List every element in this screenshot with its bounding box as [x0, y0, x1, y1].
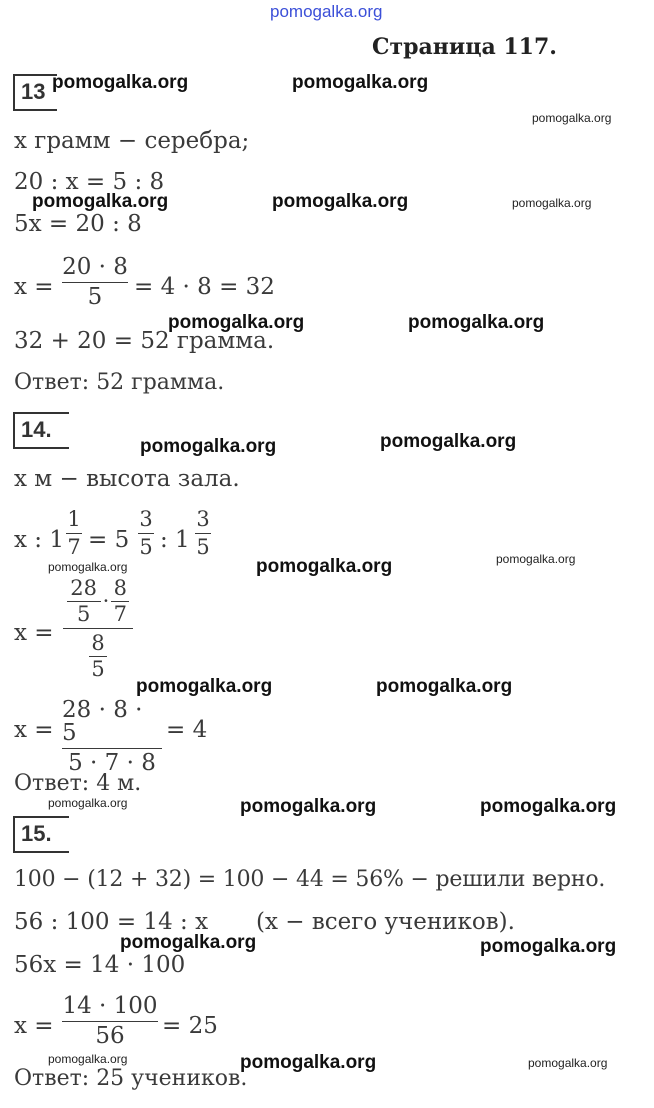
problem-15-number-text: 15.: [21, 821, 52, 846]
problem-13-line-5: 32 + 20 = 52 грамма.: [14, 328, 275, 354]
problem-14-line-1: x м − высота зала.: [14, 466, 240, 492]
watermark: pomogalka.org: [48, 796, 128, 810]
complex-denominator: [89, 633, 107, 680]
problem-14-result-fraction: [62, 699, 162, 775]
fraction-bar: [138, 533, 154, 534]
problem-15-line-2b: (x − всего учеников).: [256, 909, 515, 935]
problem-14-answer: Ответ: 4 м.: [14, 771, 142, 796]
problem-14-mixed-1-frac: [66, 509, 82, 558]
fraction-bar: [195, 533, 211, 534]
problem-13-line-1: x грамм − серебра;: [14, 128, 250, 154]
watermark: pomogalka.org: [120, 932, 257, 953]
site-header[interactable]: pomogalka.org: [270, 2, 383, 21]
problem-13-eq-lhs: x =: [14, 274, 54, 300]
fraction-numerator: 3: [196, 507, 210, 531]
sub-fraction-8-7: [111, 578, 129, 625]
problem-15-fraction: [62, 995, 158, 1048]
problem-15-eq-lhs: x =: [14, 1013, 54, 1039]
multiply-dot: ·: [102, 589, 110, 613]
problem-13-line-2: 20 : x = 5 : 8: [14, 169, 165, 195]
problem-14-proportion-x: x : 1: [14, 527, 64, 553]
watermark: pomogalka.org: [48, 560, 128, 574]
fraction-numerator: 14 · 100: [62, 993, 158, 1019]
fraction-denominator: 5: [139, 535, 153, 559]
fraction-numerator: 8: [91, 631, 105, 655]
watermark: pomogalka.org: [528, 1056, 608, 1070]
watermark: pomogalka.org: [496, 552, 576, 566]
problem-15-eq-rhs: = 25: [162, 1013, 218, 1039]
sub-fraction-28-5: [67, 578, 101, 625]
problem-13-eq-rhs: = 4 · 8 = 32: [134, 274, 275, 300]
watermark: pomogalka.org: [408, 312, 545, 333]
fraction-bar: [62, 1021, 158, 1022]
fraction-denominator: 5: [91, 657, 105, 681]
fraction-bar: [66, 533, 82, 534]
watermark: pomogalka.org: [140, 436, 277, 457]
fraction-denominator: 5: [76, 602, 91, 626]
problem-15-line-3: 56x = 14 · 100: [14, 952, 186, 978]
watermark: pomogalka.org: [240, 796, 377, 817]
watermark: pomogalka.org: [292, 72, 429, 93]
fraction-numerator: 1: [67, 507, 81, 531]
problem-14-complex-fraction: [63, 578, 133, 680]
problem-13-answer: Ответ: 52 грамма.: [14, 370, 225, 395]
watermark: pomogalka.org: [256, 556, 393, 577]
watermark: pomogalka.org: [136, 676, 273, 697]
fraction-denominator: 7: [67, 535, 81, 559]
fraction-numerator: 8: [113, 576, 128, 600]
fraction-bar: [62, 748, 162, 749]
problem-13-number: [13, 74, 57, 111]
problem-15-line-1: 100 − (12 + 32) = 100 − 44 = 56% − решили верно.: [14, 867, 606, 892]
watermark: pomogalka.org: [48, 1052, 128, 1066]
problem-14-complex-lhs: x =: [14, 620, 54, 646]
problem-13-numerator: 20 · 8: [62, 254, 128, 280]
problem-15-line-2: 56 : 100 = 14 : x: [14, 909, 209, 935]
watermark: pomogalka.org: [532, 111, 612, 125]
complex-numerator: [67, 578, 130, 625]
problem-13-number-text: 13: [21, 79, 46, 104]
problem-14-mixed-2-frac: [138, 509, 154, 558]
watermark: pomogalka.org: [52, 72, 189, 93]
problem-15-answer: Ответ: 25 учеников.: [14, 1066, 248, 1091]
problem-14-result-rhs: = 4: [166, 717, 208, 743]
fraction-bar: [63, 628, 133, 629]
fraction-numerator: 28 · 8 · 5: [62, 697, 143, 746]
problem-14-number-text: 14.: [21, 417, 52, 442]
fraction-denominator: 7: [113, 602, 128, 626]
problem-13-denominator: 5: [87, 284, 103, 310]
watermark: pomogalka.org: [380, 431, 517, 452]
problem-14-number: [13, 412, 69, 449]
fraction-numerator: 3: [139, 507, 153, 531]
watermark: pomogalka.org: [240, 1052, 377, 1073]
watermark: pomogalka.org: [480, 936, 617, 957]
fraction-denominator: 5 · 7 · 8: [68, 750, 156, 776]
fraction-denominator: 5: [196, 535, 210, 559]
problem-14-mixed-3-frac: [195, 509, 211, 558]
watermark: pomogalka.org: [168, 312, 305, 333]
problem-15-number: [13, 816, 69, 853]
problem-14-result-lhs: x =: [14, 717, 54, 743]
watermark: pomogalka.org: [512, 196, 592, 210]
fraction-numerator: 28: [70, 576, 98, 600]
fraction-bar: [62, 282, 128, 283]
fraction-denominator: 56: [95, 1023, 125, 1049]
watermark: pomogalka.org: [376, 676, 513, 697]
problem-14-proportion-eq: = 5: [88, 527, 130, 553]
page-title: Страница 117.: [372, 34, 557, 60]
problem-13-line-3: 5x = 20 : 8: [14, 211, 142, 237]
problem-13-fraction: [62, 256, 128, 309]
watermark: pomogalka.org: [272, 191, 409, 212]
problem-14-proportion-div: : 1: [160, 527, 190, 553]
watermark: pomogalka.org: [480, 796, 617, 817]
watermark: pomogalka.org: [32, 191, 169, 212]
